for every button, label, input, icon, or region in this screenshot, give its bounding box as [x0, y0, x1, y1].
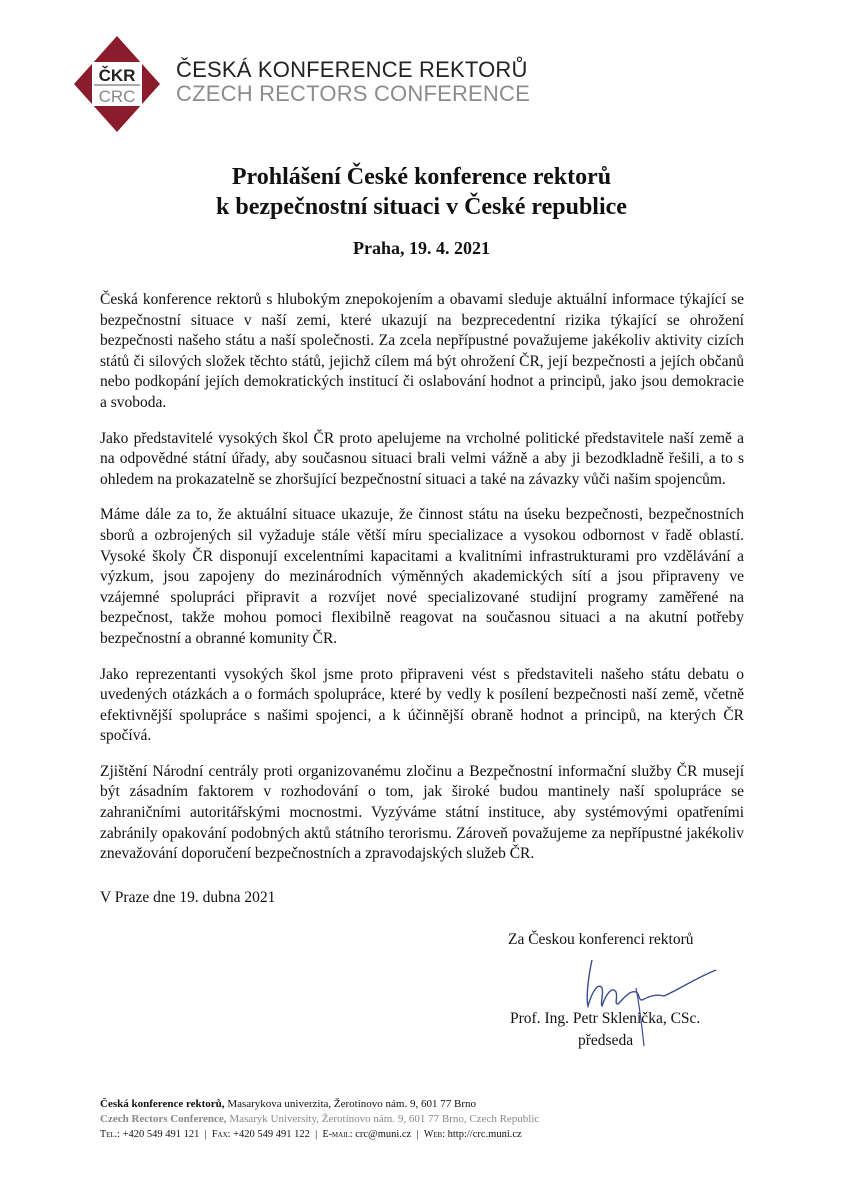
email-label: E-mail: — [322, 1129, 353, 1140]
footer-address-cz — [100, 1097, 539, 1112]
web-label: Web: — [423, 1129, 446, 1140]
signature-for: Za Českou konferenci rektorů — [508, 931, 694, 948]
fax-value: +420 549 491 122 — [230, 1129, 310, 1140]
logo-top-text: ČKR — [98, 66, 136, 85]
paragraph-5: Zjištění Národní centrály proti organizovanému zločinu a Bezpečnostní informační služby ČR musejí být zásadním faktorem v rozhodování o tom, jak široké budou mantinely naší spolupráce se zahraničními autoritářskými mocnostmi. Vyzýváme státní instituce, aby systémovými opatřeními zabránily opakování podobných aktů státního terorismu. Zároveň považujeme za nepřípustné jakékoliv znevažování doporučení bezpečnostních a zpravodajských služeb ČR. — [100, 762, 744, 863]
place-and-date: V Praze dne 19. dubna 2021 — [100, 889, 276, 906]
document-body — [100, 290, 744, 880]
title-line-1: Prohlášení České konference rektorů — [231, 164, 612, 190]
tel-value: +420 549 491 121 — [119, 1129, 200, 1140]
paragraph-4: Jako reprezentanti vysokých škol jsme proto připraveni vést s představiteli našeho státu debatu o uvedených otázkách a o formách spolupráce, které by vedly k posílení bezpečnosti naší země, včetně efektivnější spolupráce s našimi spojenci, a k účinnější obraně hodnot a principů, na kterých ČR spočívá. — [100, 665, 744, 745]
paragraph-2: Jako představitelé vysokých škol ČR proto apelujeme na vrcholné politické představitele naší země a na odpovědné státní úřady, aby současnou situaci brali velmi vážně a aby ji bezodkladně řešili, a to s ohledem na prokazatelně se zhoršující bezpečnostní situaci a také na závazky vůči našim spojencům. — [100, 429, 744, 488]
org-name-en: CZECH RECTORS CONFERENCE — [176, 81, 530, 106]
footer-org-cz: Česká konference rektorů, — [100, 1098, 225, 1110]
footer — [100, 1097, 539, 1142]
document-title — [0, 162, 843, 222]
diamond-logo-icon — [72, 34, 162, 134]
tel-label: Tel.: — [100, 1129, 120, 1140]
footer-address-cz-text: Masarykova univerzita, Žerotínovo nám. 9, 601 77 Brno — [224, 1098, 476, 1110]
paragraph-1: Česká konference rektorů s hlubokým znepokojením a obavami sleduje aktuální informace týkající se bezpečnostní situace v naší zemi, které ukazují na bezprecedentní rizika týkající se ohrožení bezpečnosti našeho státu a naší společnosti. Za zcela nepřípustné považujeme jakékoliv aktivity cizích států či silových složek těchto států, jejichž cílem má být ohrožení ČR, její bezpečnosti a jejích občanů nebo podkopání jejích demokratických institucí či oslabování hodnot a principů, jako jsou demokracie a svoboda. — [100, 291, 744, 411]
organization-name — [176, 58, 530, 106]
fax-label: Fax: — [211, 1129, 231, 1140]
web-link[interactable]: http://crc.muni.cz — [445, 1129, 522, 1140]
title-line-2: k bezpečnostní situaci v České republice — [216, 194, 627, 220]
footer-address-en-text: Masaryk University, Žerotínovo nám. 9, 601 77 Brno, Czech Republic — [226, 1113, 540, 1125]
document-date: Praha, 19. 4. 2021 — [353, 238, 490, 258]
email-link[interactable]: crc@muni.cz — [352, 1129, 412, 1140]
logo-bottom-text: CRC — [98, 87, 136, 106]
paragraph-3: Máme dále za to, že aktuální situace ukazuje, že činnost státu na úseku bezpečnosti, bezpečnostních sborů a ozbrojených sil vyžaduje stále větší míru specializace a vysokou odbornost v řadě oblastí. Vysoké školy ČR disponují excelentními kapacitami a kvalitními infrastrukturami pro vzdělávání a výzkum, jsou zapojeny do mezinárodních výměnných akademických sítí a jsou připraveny ve vzájemné spolupráci připravit a rozvíjet nové specializované studijní programy zaměřené na bezpečnost, takže mohou pomoci flexibilně reagovat na současnou situaci a na akutní potřeby bezpečnostní a obranné komunity ČR. — [100, 506, 744, 647]
footer-address-en — [100, 1112, 539, 1127]
org-name-cz: ČESKÁ KONFERENCE REKTORŮ — [176, 57, 528, 82]
footer-org-en: Czech Rectors Conference, — [100, 1113, 227, 1125]
footer-contacts: Tel.: +420 549 491 121 | Fax: +420 549 491 122 | E-mail: crc@muni.cz | Web: http://crc.muni.cz — [100, 1129, 522, 1140]
signatory-name: Prof. Ing. Petr Sklenička, CSc. — [510, 1010, 701, 1027]
signatory-role: předseda — [578, 1032, 634, 1049]
